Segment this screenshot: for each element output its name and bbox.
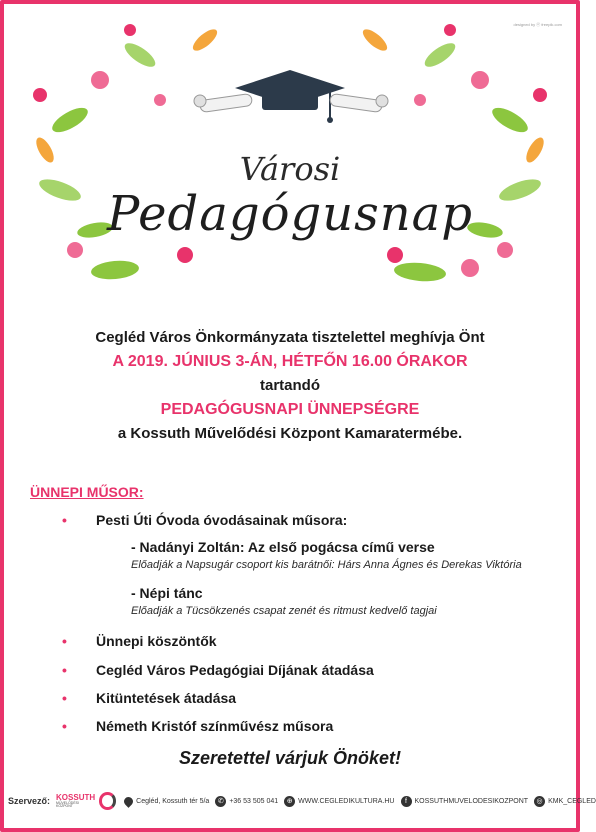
footer-website[interactable]: ⊕ WWW.CEGLEDIKULTURA.HU — [284, 796, 394, 807]
graduation-cap-icon — [235, 70, 345, 123]
subitem-detail: Előadják a Tücsökzenés csapat zenét és ritmust kedvelő tagjai — [131, 605, 437, 617]
program-item-label: Ünnepi köszöntők — [96, 633, 217, 649]
program-item-label: Németh Kristóf színművész műsora — [96, 718, 334, 734]
title-varosi: Városi — [239, 150, 341, 188]
program-title: ÜNNEPI MŰSOR: — [30, 484, 144, 500]
instagram-icon: ◎ — [534, 796, 545, 807]
bullet-icon: • — [62, 662, 67, 678]
program-subitem — [131, 585, 437, 617]
bullet-icon: • — [62, 633, 67, 649]
footer-instagram[interactable]: ◎ KMK_CEGLED — [534, 796, 596, 807]
designed-by-credit: designed by ⓦ freepik.com — [513, 22, 562, 27]
globe-icon: ⊕ — [284, 796, 295, 807]
organizer-label: Szervező: — [8, 796, 51, 806]
phone-icon: ✆ — [215, 796, 226, 807]
invitation-text — [0, 326, 580, 446]
diploma-scroll-right-icon — [329, 93, 388, 112]
bullet-icon: • — [62, 512, 67, 528]
kossuth-logo — [56, 792, 116, 810]
facebook-icon: f — [401, 796, 412, 807]
footer-address: Cegléd, Kossuth tér 5/a — [124, 797, 209, 806]
subitem-heading: - Népi tánc — [131, 585, 203, 601]
footer — [8, 786, 596, 816]
logo-subtitle: MŰVELŐDÉSI KÖZPONT — [56, 800, 79, 808]
invite-date: A 2019. JÚNIUS 3-ÁN, HÉTFŐN 16.00 ÓRAKOR — [112, 353, 468, 370]
footer-facebook[interactable]: f KOSSUTHMUVELODESIKOZPONT — [401, 796, 529, 807]
location-pin-icon — [122, 795, 135, 808]
bullet-icon: • — [62, 690, 67, 706]
program-item-label: Kitüntetések átadása — [96, 690, 237, 706]
diploma-scroll-left-icon — [194, 93, 253, 112]
title-pedagogusnap: Pedagógusnap — [106, 186, 474, 242]
invite-event-name: PEDAGÓGUSNAPI ÜNNEPSÉGRE — [160, 401, 420, 418]
bullet-icon: • — [62, 718, 67, 734]
closing-text: Szeretettel várjuk Önöket! — [178, 748, 402, 768]
program-item-label: Pesti Úti Óvoda óvodásainak műsora: — [96, 512, 348, 528]
invite-line-3: tartandó — [260, 377, 320, 394]
subitem-heading: - Nadányi Zoltán: Az első pogácsa című verse — [131, 539, 435, 555]
program-subitem — [131, 539, 522, 571]
invite-line-1: Cegléd Város Önkormányzata tisztelettel meghívja Önt — [95, 329, 485, 346]
invite-venue: a Kossuth Művelődési Központ Kamaratermébe. — [117, 425, 463, 442]
program-item-label: Cegléd Város Pedagógiai Díjának átadása — [96, 662, 374, 678]
subitem-detail: Előadják a Napsugár csoport kis barátnői: Hárs Anna Ágnes és Derekas Viktória — [131, 559, 522, 571]
footer-phone: ✆ +36 53 505 041 — [215, 796, 278, 807]
logo-name: KOSSUTH — [56, 792, 96, 802]
logo-mark-icon — [99, 792, 117, 810]
